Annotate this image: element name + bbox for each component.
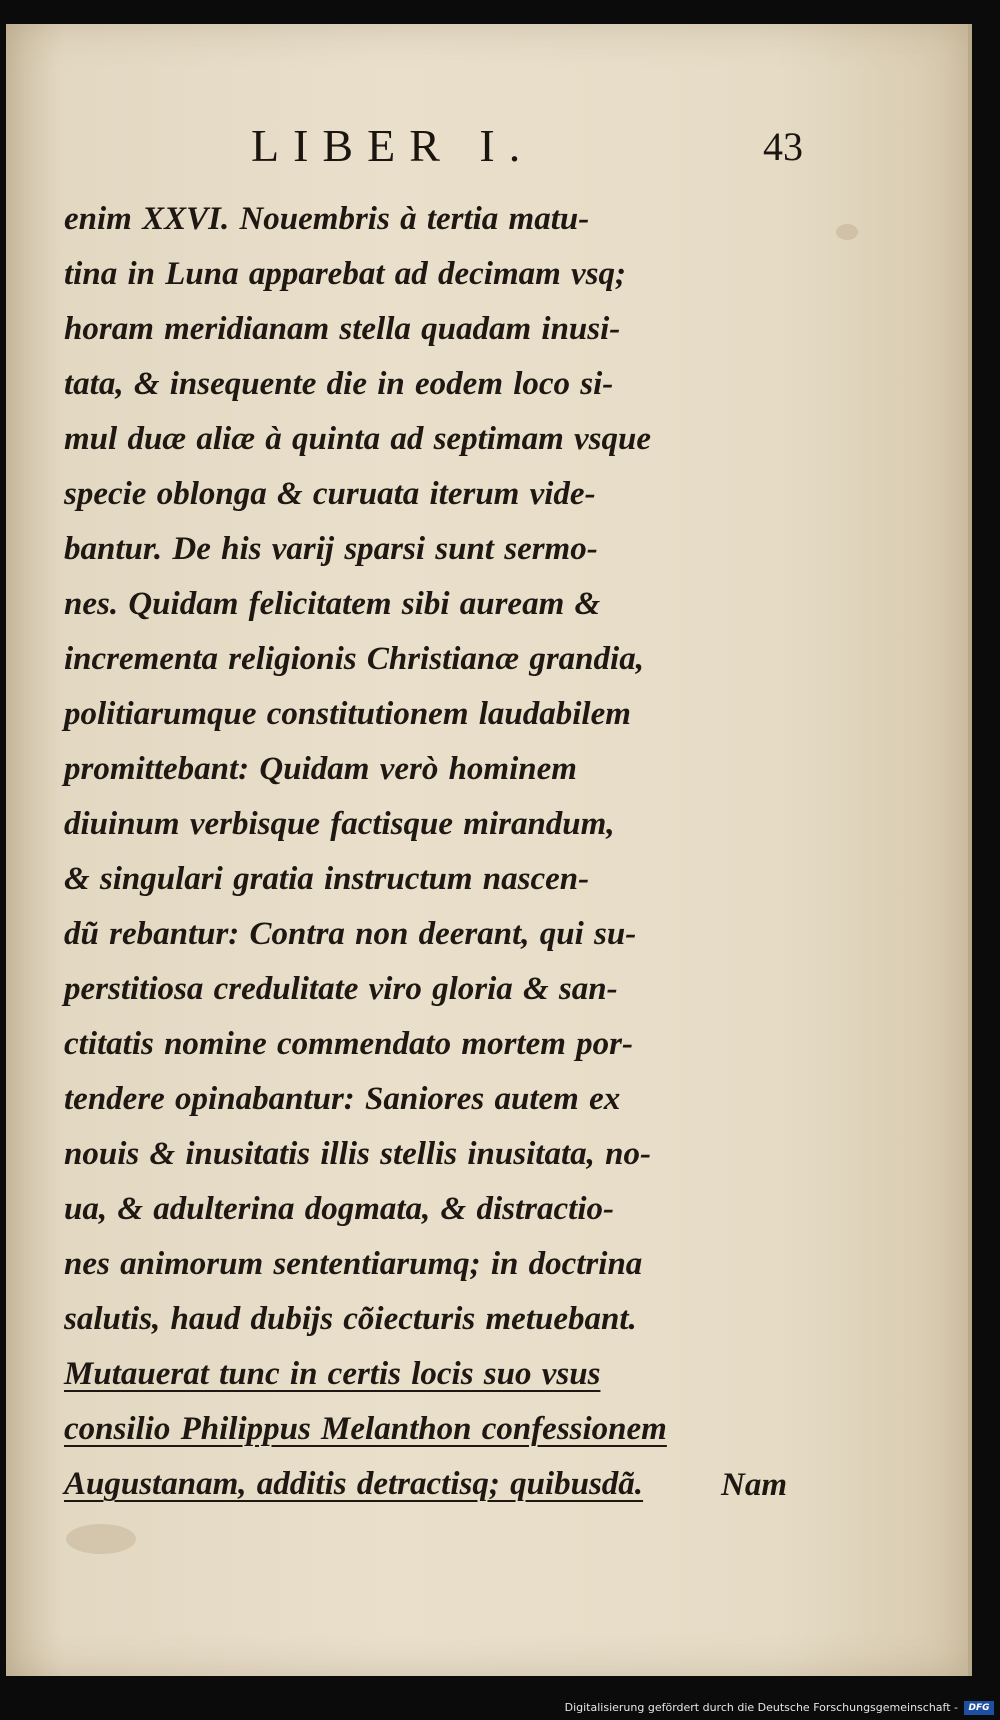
text-line: tina in Luna apparebat ad decimam vsq; (64, 256, 627, 292)
text-line: nes. Quidam felicitatem sibi auream & (64, 586, 601, 622)
page-stain (66, 1524, 136, 1554)
text-line: enim XXVI. Nouembris à tertia matu- (64, 201, 590, 237)
text-line: ua, & adulterina dogmata, & distractio- (64, 1191, 614, 1227)
text-line: mul duæ aliæ à quinta ad septimam vsque (64, 421, 651, 457)
text-line: tendere opinabantur: Saniores autem ex (64, 1081, 621, 1117)
text-line: tata, & insequente die in eodem loco si- (64, 366, 614, 402)
text-line: promittebant: Quidam verò hominem (64, 751, 577, 787)
catchword: Nam (721, 1467, 787, 1503)
text-line: dũ rebantur: Contra non deerant, qui su- (64, 916, 637, 952)
running-title: LIBER I. (251, 120, 535, 171)
text-line: bantur. De his varij sparsi sunt sermo- (64, 531, 598, 567)
underlined-text-line: consilio Philippus Melanthon confessionem (64, 1411, 667, 1447)
text-line: salutis, haud dubijs cõiecturis metuebant. (64, 1301, 637, 1337)
underlined-text-line: Mutauerat tunc in certis locis suo vsus (64, 1356, 601, 1392)
book-page (6, 24, 972, 1676)
text-line: politiarumque constitutionem laudabilem (64, 696, 631, 732)
text-line: nes animorum sententiarumq; in doctrina (64, 1246, 643, 1282)
text-line: specie oblonga & curuata iterum vide- (64, 476, 596, 512)
underlined-text-line: Augustanam, additis detractisq; quibusdã. (64, 1466, 644, 1502)
text-line: incrementa religionis Christianæ grandia, (64, 641, 644, 677)
funding-credit: Digitalisierung gefördert durch die Deutsche Forschungsgemeinschaft - (564, 1701, 958, 1714)
text-line: diuinum verbisque factisque mirandum, (64, 806, 615, 842)
text-line: ctitatis nomine commendato mortem por- (64, 1026, 633, 1062)
text-line: perstitiosa credulitate viro gloria & san- (64, 971, 618, 1007)
page-stain (836, 224, 858, 240)
page-header (6, 119, 968, 179)
text-line: horam meridianam stella quadam inusi- (64, 311, 621, 347)
body-text (64, 192, 824, 1512)
page-number: 43 (763, 124, 803, 169)
text-line: & singulari gratia instructum nascen- (64, 861, 590, 897)
digitization-footer (0, 1698, 1000, 1720)
text-line: nouis & inusitatis illis stellis inusitata, no- (64, 1136, 651, 1172)
dfg-logo: DFG (964, 1701, 994, 1715)
